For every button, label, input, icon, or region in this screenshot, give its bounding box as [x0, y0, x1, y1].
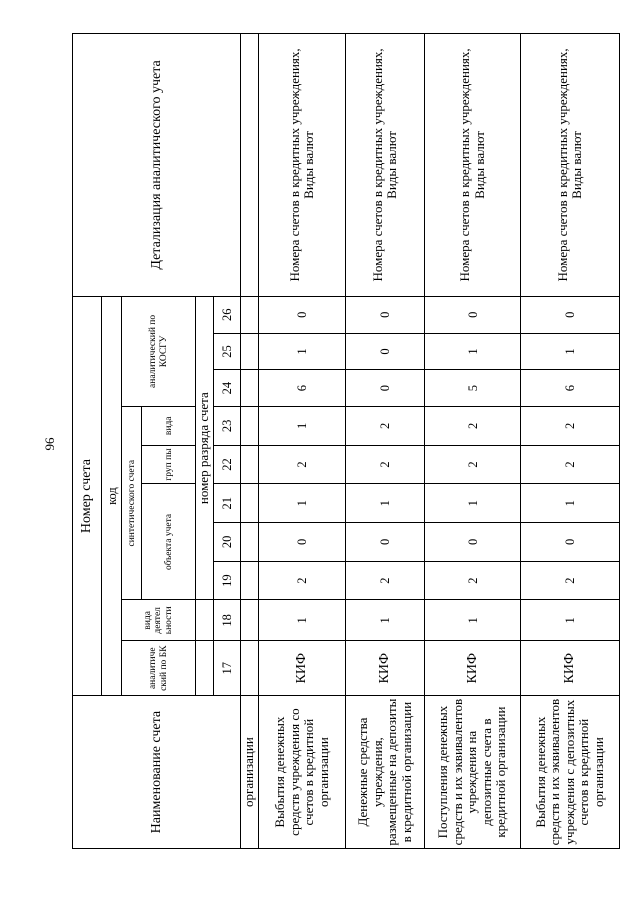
row-cell: 1 — [259, 484, 346, 523]
row-detail: Номера счетов в кредитных учреждениях, Виды валют — [346, 34, 424, 297]
row-cell: 0 — [521, 523, 620, 562]
header-synthetic: синтетического счета — [122, 406, 142, 600]
table-row — [346, 34, 424, 849]
row-cell — [241, 333, 259, 370]
row-cell: 0 — [259, 523, 346, 562]
row-cell: 0 — [346, 523, 424, 562]
row-name: Выбытия денежных средств и их эквивалентов учреждения с депозитных счетов в кредитной организации — [521, 696, 620, 849]
row-cell: 1 — [424, 333, 520, 370]
row-detail: Номера счетов в кредитных учреждениях, Виды валют — [424, 34, 520, 297]
row-cell: 0 — [424, 523, 520, 562]
page-number: 96 — [42, 437, 57, 451]
digit-cell: 26 — [214, 296, 241, 333]
rotated-table-wrapper — [72, 33, 620, 849]
row-cell: КИФ — [521, 641, 620, 696]
row-cell: 2 — [346, 445, 424, 484]
row-cell — [241, 370, 259, 407]
header-code: код — [102, 296, 122, 695]
row-cell: 0 — [346, 296, 424, 333]
digit-cell: 17 — [214, 641, 241, 696]
header-analytic-bk: аналитиче ский по БК — [122, 641, 196, 696]
row-cell — [241, 445, 259, 484]
row-cell: 2 — [346, 406, 424, 445]
header-detail: Детализация аналитического учета — [73, 34, 241, 297]
table-row — [241, 34, 259, 849]
header-object: объекта учета — [142, 484, 196, 600]
header-spacer-18 — [196, 600, 214, 641]
row-cell: 2 — [521, 445, 620, 484]
row-cell: 2 — [424, 561, 520, 600]
row-name: Поступления денежных средств и их эквивалентов учреждения на депозитные счета в кредитной организации — [424, 696, 520, 849]
row-name: Выбытия денежных средств учреждения со счетов в кредитной организации — [259, 696, 346, 849]
row-cell: 2 — [424, 445, 520, 484]
digit-cell: 23 — [214, 406, 241, 445]
header-activity-type: вида деятел ьности — [122, 600, 196, 641]
row-cell — [241, 523, 259, 562]
row-cell: 1 — [259, 406, 346, 445]
row-cell: 0 — [521, 296, 620, 333]
digit-cell: 19 — [214, 561, 241, 600]
header-account-number: Номер счета — [73, 296, 102, 695]
row-cell: 2 — [521, 406, 620, 445]
row-cell: 1 — [521, 333, 620, 370]
row-cell: 1 — [424, 600, 520, 641]
row-cell: 2 — [259, 561, 346, 600]
row-name: организации — [241, 696, 259, 849]
row-cell: 6 — [521, 370, 620, 407]
row-detail — [241, 34, 259, 297]
row-cell: 2 — [346, 561, 424, 600]
row-cell: 1 — [521, 484, 620, 523]
row-cell: 1 — [259, 600, 346, 641]
row-cell: 1 — [424, 484, 520, 523]
row-detail: Номера счетов в кредитных учреждениях, Виды валют — [259, 34, 346, 297]
row-cell: 5 — [424, 370, 520, 407]
row-cell: КИФ — [346, 641, 424, 696]
header-group: груп пы — [142, 445, 196, 484]
digit-cell: 24 — [214, 370, 241, 407]
table-row — [424, 34, 520, 849]
row-cell: 1 — [521, 600, 620, 641]
row-cell — [241, 641, 259, 696]
row-name: Денежные средства учреждения, размещенные на депозиты в кредитной организации — [346, 696, 424, 849]
row-cell: 0 — [346, 370, 424, 407]
row-cell: 1 — [346, 484, 424, 523]
row-cell — [241, 406, 259, 445]
row-cell: 0 — [346, 333, 424, 370]
table-row — [521, 34, 620, 849]
row-cell: 2 — [259, 445, 346, 484]
row-cell: 0 — [259, 296, 346, 333]
table-row — [259, 34, 346, 849]
digit-cell: 20 — [214, 523, 241, 562]
header-name: Наименование счета — [73, 696, 241, 849]
header-analytic-kosgu: аналитический по КОСГУ — [122, 296, 196, 406]
row-detail: Номера счетов в кредитных учреждениях, Виды валют — [521, 34, 620, 297]
row-cell: 2 — [521, 561, 620, 600]
row-cell: 6 — [259, 370, 346, 407]
row-cell: 2 — [424, 406, 520, 445]
row-cell: 1 — [259, 333, 346, 370]
accounts-table — [72, 33, 620, 849]
header-kind: вида — [142, 406, 196, 445]
header-spacer-17 — [196, 641, 214, 696]
digit-cell: 21 — [214, 484, 241, 523]
header-digit-number: номер разряда счета — [196, 296, 214, 600]
row-cell: КИФ — [259, 641, 346, 696]
digit-cell: 25 — [214, 333, 241, 370]
digit-cell: 18 — [214, 600, 241, 641]
row-cell: КИФ — [424, 641, 520, 696]
row-cell: 1 — [346, 600, 424, 641]
digit-cell: 22 — [214, 445, 241, 484]
row-cell — [241, 296, 259, 333]
row-cell — [241, 484, 259, 523]
row-cell — [241, 600, 259, 641]
row-cell — [241, 561, 259, 600]
row-cell: 0 — [424, 296, 520, 333]
